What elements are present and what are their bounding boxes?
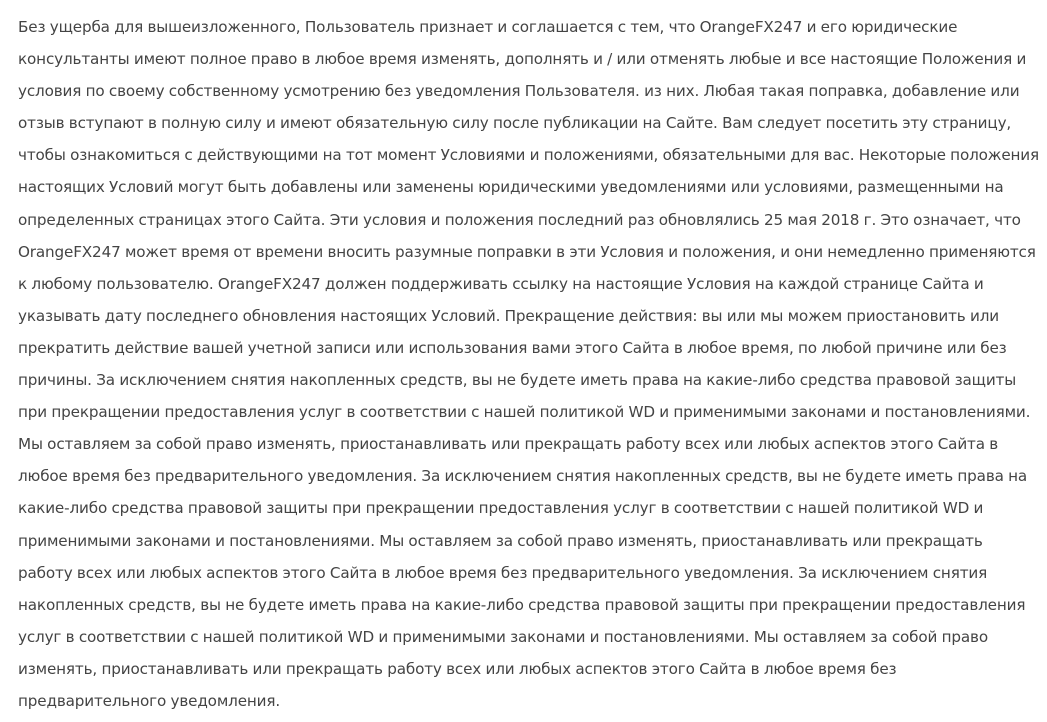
text-line: причины. За исключением снятия накопленных средств, вы не будете иметь права на какие-либо средства правовой защиты	[18, 371, 1017, 390]
text-line: работу всех или любых аспектов этого Сайта в любое время без предварительного уведомления. За исключением снятия	[18, 563, 988, 582]
text-line: указывать дату последнего обновления настоящих Условий. Прекращение действия: вы или мы можем приостановить или	[18, 306, 999, 325]
text-line: любое время без предварительного уведомления. За исключением снятия накопленных средств, вы не будете иметь права на	[18, 467, 1028, 486]
text-line: услуг в соответствии с нашей политикой WD и применимыми законами и постановлениями. Мы оставляем за собой право	[18, 627, 989, 646]
text-line: настоящих Условий могут быть добавлены или заменены юридическими уведомлениями или условиями, размещенными на	[18, 178, 1004, 197]
text-line: накопленных средств, вы не будете иметь права на какие-либо средства правовой защиты при прекращении предоставления	[18, 595, 1026, 614]
text-line: предварительного уведомления.	[18, 691, 281, 710]
text-line: определенных страницах этого Сайта. Эти условия и положения последний раз обновлялись 25 мая 2018 г. Это означает, что	[18, 210, 1021, 229]
text-line: какие-либо средства правовой защиты при прекращении предоставления услуг в соответствии с нашей политикой WD и	[18, 499, 984, 518]
text-line: отзыв вступают в полную силу и имеют обязательную силу после публикации на Сайте. Вам следует посетить эту страницу,	[18, 114, 1012, 133]
text-line: применимыми законами и постановлениями. Мы оставляем за собой право изменять, приостанавливать или прекращать	[18, 531, 983, 550]
text-line: условия по своему собственному усмотрению без уведомления Пользователя. из них. Любая такая поправка, добавление или	[18, 82, 1020, 101]
text-line: чтобы ознакомиться с действующими на тот момент Условиями и положениями, обязательными для вас. Некоторые положения	[18, 146, 1040, 165]
text-line: Без ущерба для вышеизложенного, Пользователь признает и соглашается с тем, что OrangeFX247 и его юридические	[18, 18, 958, 36]
terms-paragraph	[18, 11, 1040, 717]
text-line: к любому пользователю. OrangeFX247 должен поддерживать ссылку на настоящие Условия на каждой странице Сайта и	[18, 274, 984, 293]
text-line: OrangeFX247 может время от времени вносить разумные поправки в эти Условия и положения, и они немедленно применяются	[18, 242, 1036, 261]
text-line: Мы оставляем за собой право изменять, приостанавливать или прекращать работу всех или любых аспектов этого Сайта в	[18, 435, 999, 454]
text-line: прекратить действие вашей учетной записи или использования вами этого Сайта в любое время, по любой причине или без	[18, 338, 1007, 357]
text-line: изменять, приостанавливать или прекращать работу всех или любых аспектов этого Сайта в любое время без	[18, 659, 897, 678]
text-line: при прекращении предоставления услуг в соответствии с нашей политикой WD и применимыми законами и постановлениями.	[18, 403, 1031, 422]
text-line: консультанты имеют полное право в любое время изменять, дополнять и / или отменять любые и все настоящие Положения и	[18, 50, 1027, 69]
